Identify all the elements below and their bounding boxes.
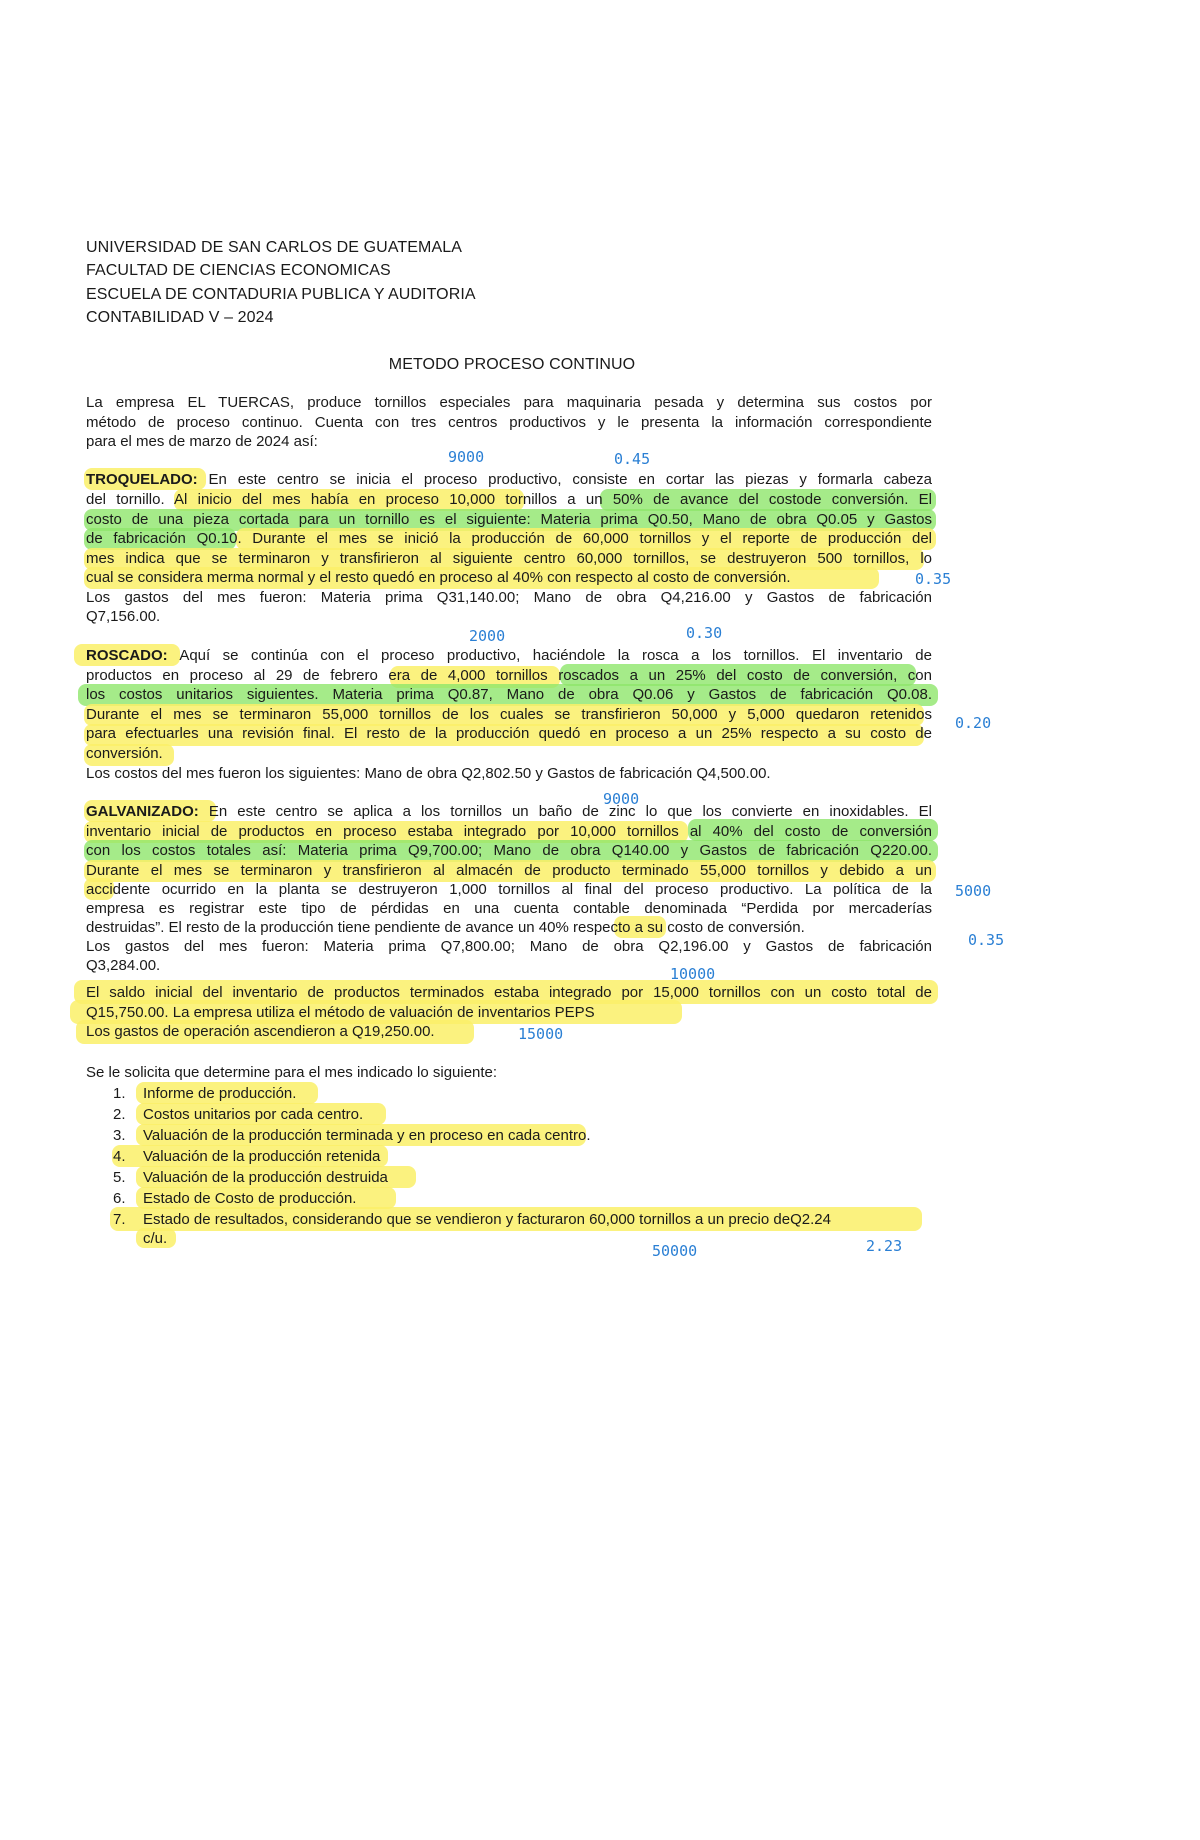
request-text: Se le solicita que determine para el mes indicado lo siguiente: — [86, 1064, 498, 1081]
course-name: CONTABILIDAD V – 2024 — [86, 309, 274, 326]
annotation: 50000 — [652, 1242, 698, 1260]
faculty-name: FACULTAD DE CIENCIAS ECONOMICAS — [86, 262, 391, 279]
annotation: 0.30 — [686, 624, 723, 642]
page-title: METODO PROCESO CONTINUO — [388, 356, 636, 373]
annotation: 2000 — [469, 627, 506, 645]
university-name: UNIVERSIDAD DE SAN CARLOS DE GUATEMALA — [86, 239, 463, 256]
annotation: 0.35 — [968, 931, 1005, 949]
section-heading: GALVANIZADO: — [86, 803, 199, 820]
section-heading: ROSCADO: — [86, 647, 168, 664]
annotation: 0.20 — [955, 714, 992, 732]
annotation: 10000 — [670, 965, 716, 983]
annotation: 15000 — [518, 1025, 564, 1043]
section-heading: TROQUELADO: — [86, 471, 198, 488]
list-item-continuation: c/u. — [143, 1230, 168, 1247]
annotation: 0.45 — [614, 450, 651, 468]
annotation: 9000 — [448, 448, 485, 466]
annotation: 9000 — [603, 790, 640, 808]
annotation: 5000 — [955, 882, 992, 900]
annotation: 0.35 — [915, 570, 952, 588]
school-name: ESCUELA DE CONTADURIA PUBLICA Y AUDITORIA — [86, 286, 476, 303]
annotation: 2.23 — [866, 1237, 903, 1255]
